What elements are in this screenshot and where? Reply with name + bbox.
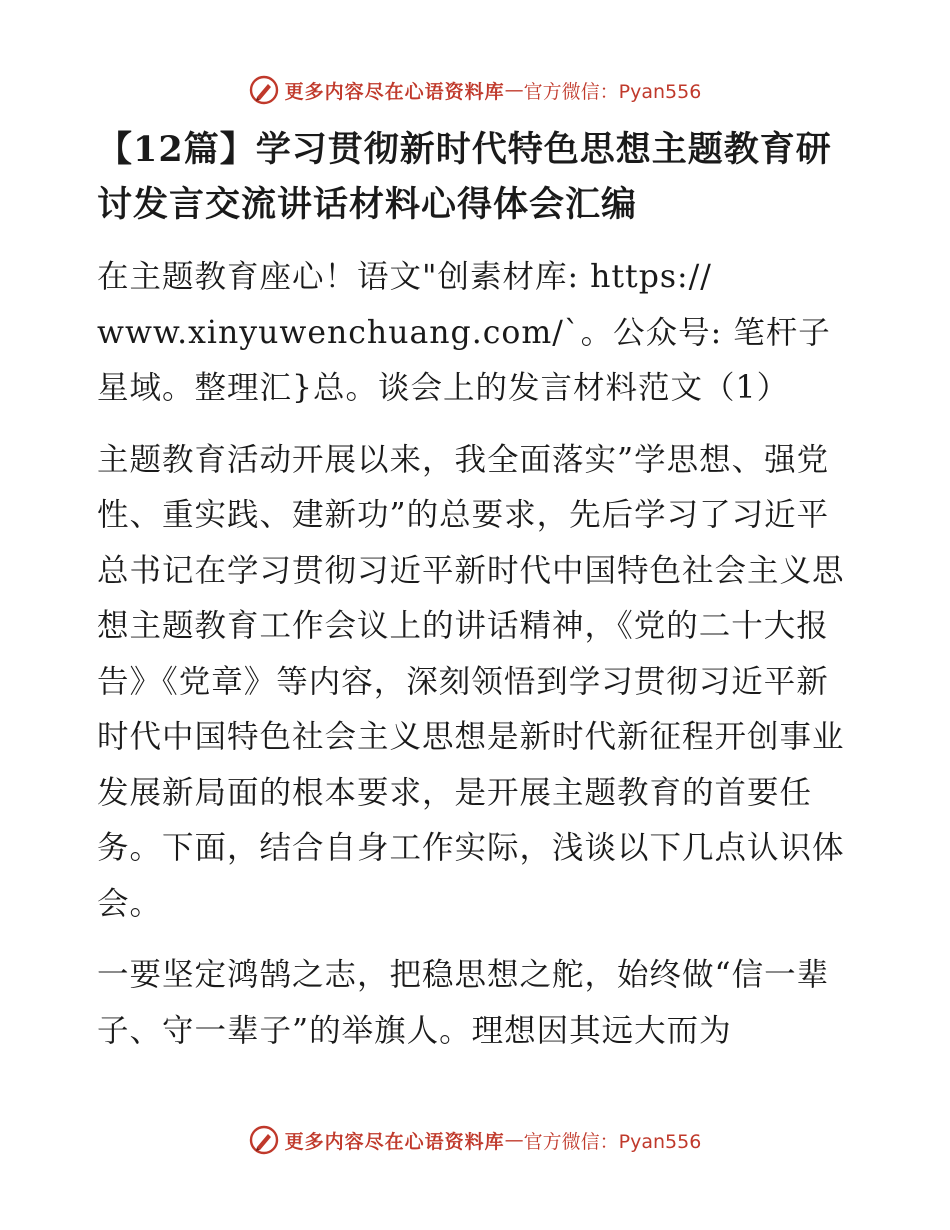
document-body bbox=[97, 122, 857, 1059]
banner-dash: — bbox=[504, 1129, 524, 1151]
header-banner bbox=[0, 70, 950, 110]
banner-dash: — bbox=[504, 79, 524, 101]
banner-text: 更多内容尽在心语资料库 bbox=[284, 80, 505, 103]
paragraph-intro: 在主题教育座心！语文"创素材库: https:// www.xinyuwenchuang.com/`。公众号: 笔杆子星域。整理汇}总。谈会上的发言材料范文（1） bbox=[97, 259, 831, 406]
paragraph-point-one: 一要坚定鸿鹄之志，把稳思想之舵，始终做“信一辈子、守一辈子”的举旗人。理想因其远大而为 bbox=[97, 957, 830, 1049]
pen-logo-icon bbox=[249, 75, 279, 105]
paragraph-body: 主题教育活动开展以来，我全面落实”学思想、强党性、重实践、建新功”的总要求，先后学习了习近平总书记在学习贯彻习近平新时代中国特色社会主义思想主题教育工作会议上的讲话精神，《党的二十大报告》《党章》等内容，深刻领悟到学习贯彻习近平新时代中国特色社会主义思想是新时代新征程开创事业发展新局面的根本要求，是开展主题教育的首要任务。下面，结合自身工作实际，浅谈以下几点认识体会。 bbox=[97, 441, 845, 922]
banner-text: 更多内容尽在心语资料库 bbox=[284, 1130, 505, 1153]
banner-contact: 官方微信：Pyan556 bbox=[523, 1130, 702, 1153]
footer-banner bbox=[0, 1120, 950, 1160]
banner-contact: 官方微信：Pyan556 bbox=[523, 80, 702, 103]
pen-logo-icon bbox=[249, 1125, 279, 1155]
document-title: 【12篇】学习贯彻新时代特色思想主题教育研讨发言交流讲话材料心得体会汇编 bbox=[97, 129, 832, 225]
